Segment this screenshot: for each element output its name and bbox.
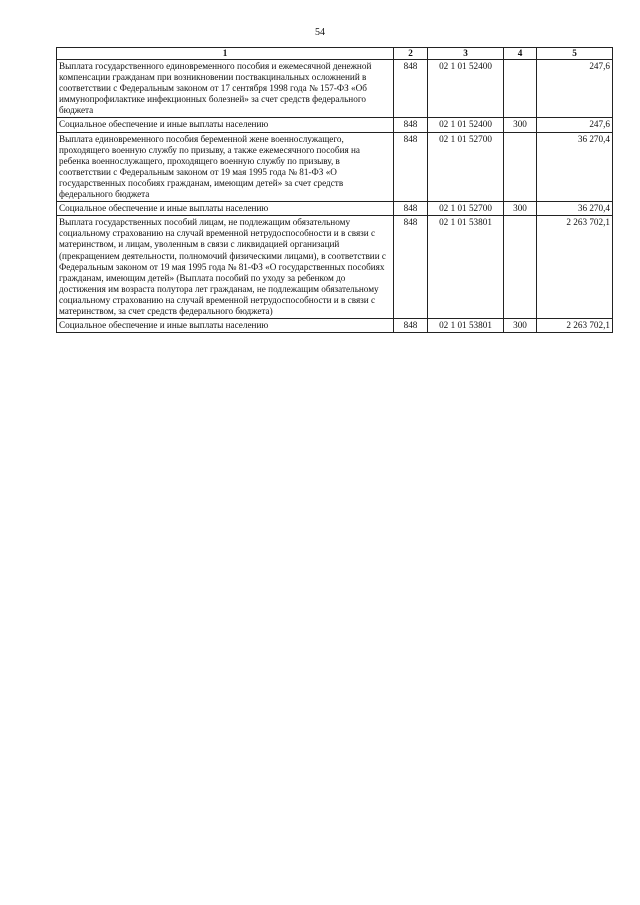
row-expense-type — [504, 216, 537, 319]
row-description: Выплата единовременного пособия беременной жене военнослужащего, проходящего военную службу по призыву, а также ежемесячного пособия на ребенка военнослужащего, проходящего военную службу по призыву, в соответствии с Федеральным законом от 19 мая 1995 года № 81-ФЗ «О государственных пособиях гражданам, имеющим детей» за счет средств федерального бюджета — [57, 132, 394, 202]
row-amount: 36 270,4 — [537, 132, 613, 202]
row-amount: 2 263 702,1 — [537, 319, 613, 333]
row-description: Социальное обеспечение и иные выплаты населению — [57, 319, 394, 333]
header-col-5: 5 — [537, 48, 613, 60]
page-number: 54 — [315, 27, 325, 38]
table-row — [57, 132, 613, 202]
row-target-article: 02 1 01 52700 — [428, 202, 504, 216]
row-code: 848 — [394, 60, 428, 118]
table-row — [57, 118, 613, 132]
table-row — [57, 202, 613, 216]
row-expense-type: 300 — [504, 319, 537, 333]
row-description: Социальное обеспечение и иные выплаты населению — [57, 202, 394, 216]
header-row — [57, 48, 613, 60]
row-expense-type: 300 — [504, 118, 537, 132]
row-code: 848 — [394, 319, 428, 333]
row-description: Социальное обеспечение и иные выплаты населению — [57, 118, 394, 132]
row-expense-type — [504, 60, 537, 118]
row-code: 848 — [394, 216, 428, 319]
row-code: 848 — [394, 118, 428, 132]
header-col-4: 4 — [504, 48, 537, 60]
row-code: 848 — [394, 132, 428, 202]
row-amount: 247,6 — [537, 60, 613, 118]
row-description: Выплата государственных пособий лицам, не подлежащим обязательному социальному страхованию на случай временной нетрудоспособности и в связи с материнством, и лицам, уволенным в связи с ликвидацией организаций (прекращением деятельности, полномочий физическими лицами), в соответствии с Федеральным законом от 19 мая 1995 года № 81-ФЗ «О государственных пособиях гражданам, имеющим детей» (Выплата пособий по уходу за ребенком до достижения им возраста полутора лет гражданам, не подлежащим обязательному социальному страхованию на случай временной нетрудоспособности и в связи с материнством, за счет средств федерального бюджета) — [57, 216, 394, 319]
row-amount: 247,6 — [537, 118, 613, 132]
row-target-article: 02 1 01 53801 — [428, 216, 504, 319]
header-col-1: 1 — [57, 48, 394, 60]
table-row — [57, 60, 613, 118]
table-row — [57, 216, 613, 319]
row-expense-type — [504, 132, 537, 202]
row-expense-type: 300 — [504, 202, 537, 216]
row-target-article: 02 1 01 52400 — [428, 60, 504, 118]
row-description: Выплата государственного единовременного пособия и ежемесячной денежной компенсации гражданам при возникновении поствакцинальных осложнений в соответствии с Федеральным законом от 17 сентября 1998 года № 157-ФЗ «Об иммунопрофилактике инфекционных болезней» за счет средств федерального бюджета — [57, 60, 394, 118]
row-amount: 36 270,4 — [537, 202, 613, 216]
row-code: 848 — [394, 202, 428, 216]
header-col-3: 3 — [428, 48, 504, 60]
budget-table — [56, 47, 613, 333]
table-header — [57, 48, 613, 60]
row-target-article: 02 1 01 52400 — [428, 118, 504, 132]
row-target-article: 02 1 01 53801 — [428, 319, 504, 333]
table-body — [57, 60, 613, 333]
row-amount: 2 263 702,1 — [537, 216, 613, 319]
header-col-2: 2 — [394, 48, 428, 60]
row-target-article: 02 1 01 52700 — [428, 132, 504, 202]
table-row — [57, 319, 613, 333]
